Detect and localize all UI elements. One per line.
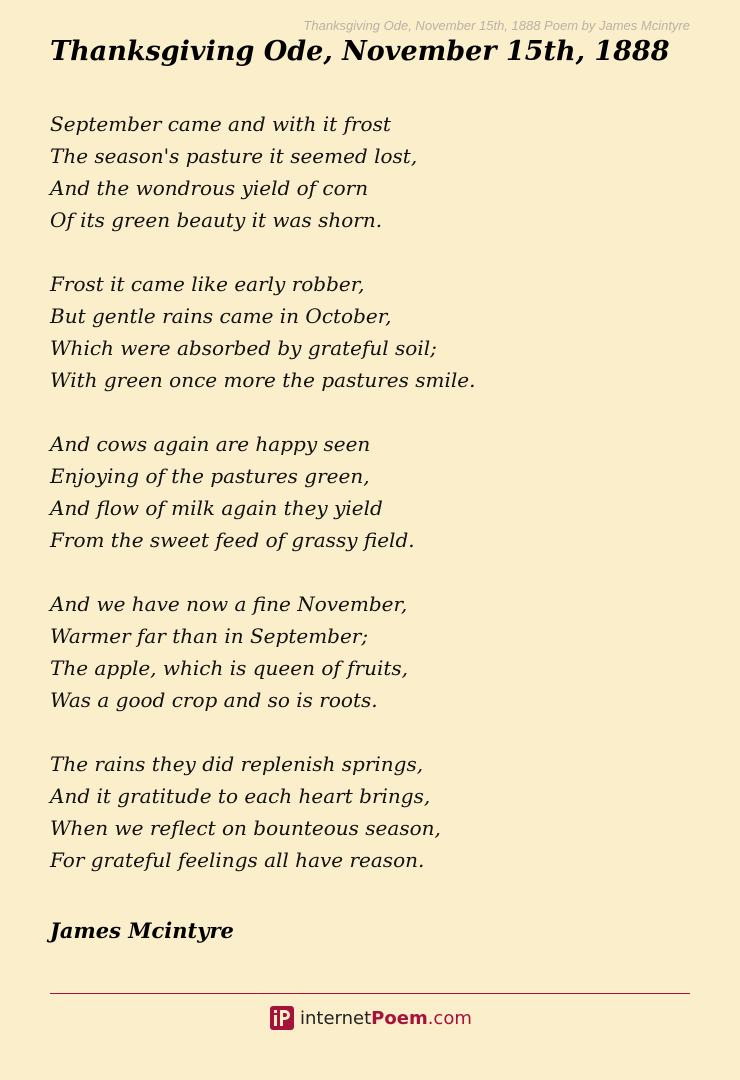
poem-line: The apple, which is queen of fruits, xyxy=(50,656,409,680)
poem-line: For grateful feelings all have reason. xyxy=(50,848,425,872)
poem-line: But gentle rains came in October, xyxy=(50,304,392,328)
brand-poem-text: Poem xyxy=(371,1007,428,1029)
stanza xyxy=(50,268,475,396)
brand-internet-text: internet xyxy=(300,1007,372,1029)
poem-line: And we have now a fine November, xyxy=(50,592,408,616)
poem-body xyxy=(50,108,475,908)
poem-line: September came and with it frost xyxy=(50,112,391,136)
poem-line: And it gratitude to each heart brings, xyxy=(50,784,431,808)
internetpoem-logo-icon xyxy=(270,1006,294,1030)
poem-line: And cows again are happy seen xyxy=(50,432,371,456)
footer-divider xyxy=(50,993,690,994)
stanza xyxy=(50,108,475,236)
stanza xyxy=(50,588,475,716)
internetpoem-home-link[interactable] xyxy=(270,1006,472,1030)
poem-line: With green once more the pastures smile. xyxy=(50,368,476,392)
poem-title: Thanksgiving Ode, November 15th, 1888 xyxy=(50,36,670,67)
poem-line: The season's pasture it seemed lost, xyxy=(50,144,418,168)
poem-line: Warmer far than in September; xyxy=(50,624,369,648)
stanza xyxy=(50,748,475,876)
poem-line: Was a good crop and so is roots. xyxy=(50,688,378,712)
poem-line: And the wondrous yield of corn xyxy=(50,176,369,200)
poem-line: Frost it came like early robber, xyxy=(50,272,365,296)
poem-line: From the sweet feed of grassy field. xyxy=(50,528,415,552)
poem-author: James Mcintyre xyxy=(50,918,234,943)
poem-line: The rains they did replenish springs, xyxy=(50,752,424,776)
poem-line: Of its green beauty it was shorn. xyxy=(50,208,383,232)
poem-line: When we reflect on bounteous season, xyxy=(50,816,441,840)
poem-line: And flow of milk again they yield xyxy=(50,496,383,520)
poem-line: Enjoying of the pastures green, xyxy=(50,464,370,488)
brand-com-text: .com xyxy=(427,1007,472,1029)
header-caption: Thanksgiving Ode, November 15th, 1888 Poem by James Mcintyre xyxy=(303,18,690,33)
stanza xyxy=(50,428,475,556)
poem-line: Which were absorbed by grateful soil; xyxy=(50,336,437,360)
